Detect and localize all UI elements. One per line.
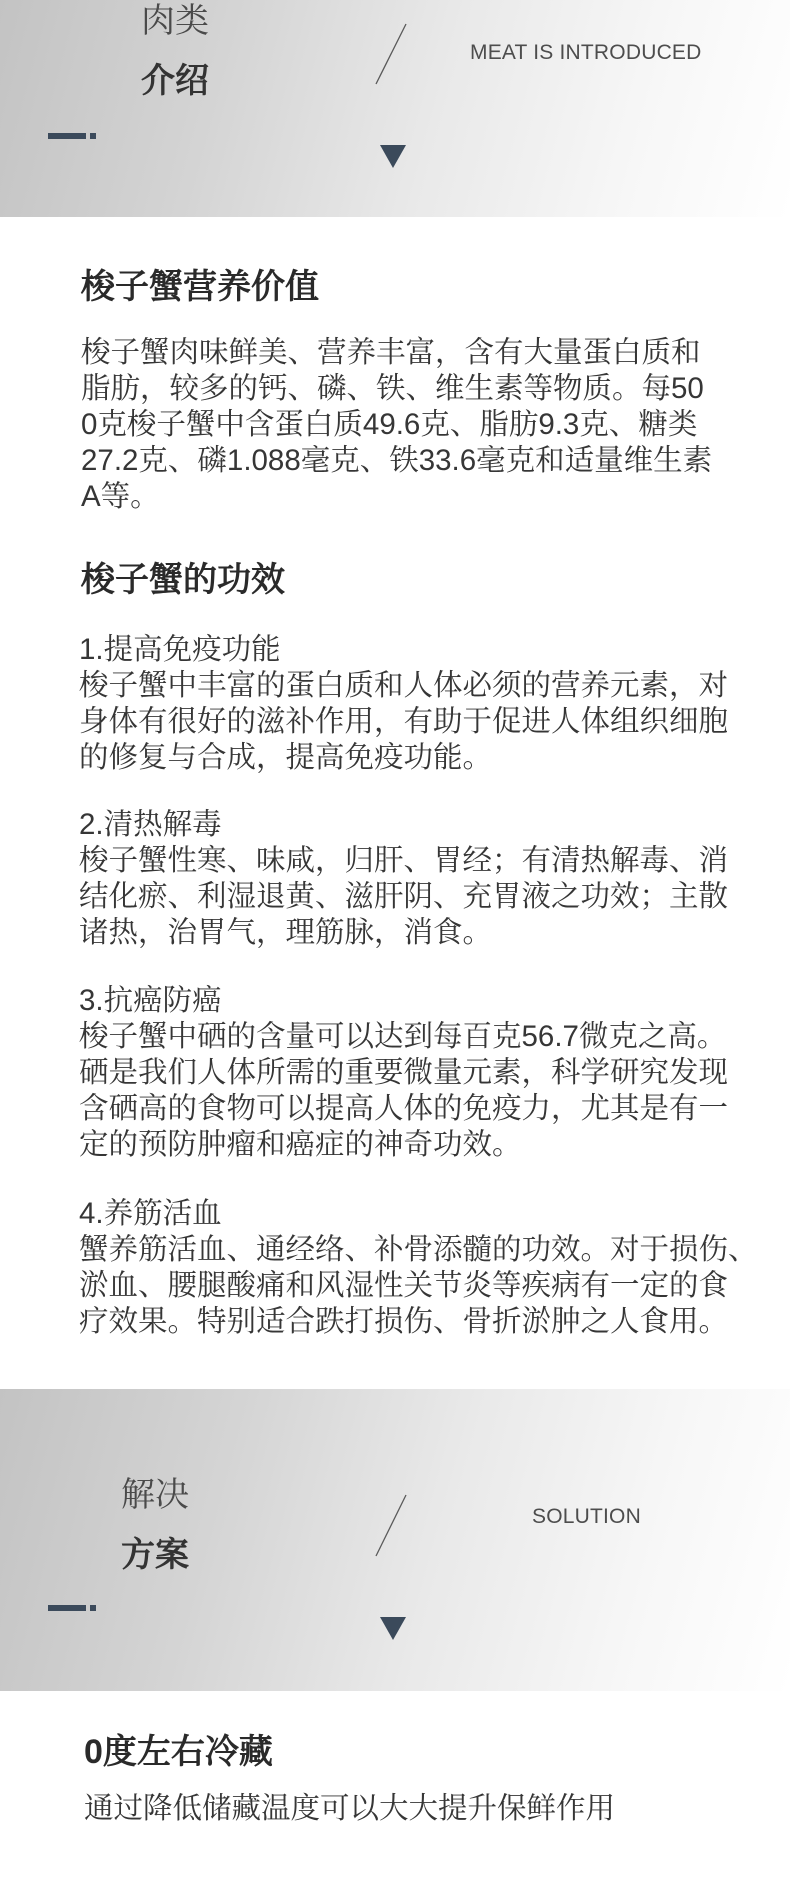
effect-label: 1.提高免疫功能 xyxy=(79,633,281,666)
nutrition-line: 27.2克、磷1.088毫克、铁33.6毫克和适量维生素 xyxy=(81,444,713,477)
banner-english-title: MEAT IS INTRODUCED xyxy=(470,41,702,64)
storage-title: 0度左右冷藏 xyxy=(84,1733,273,1771)
effect-line: 梭子蟹中丰富的蛋白质和人体必须的营养元素，对 xyxy=(79,669,729,702)
effect-line: 含硒高的食物可以提高人体的免疫力，尤其是有一 xyxy=(79,1092,729,1125)
slash-divider xyxy=(370,1491,412,1561)
dash-marker-dot xyxy=(90,1605,96,1611)
effect-line: 淤血、腰腿酸痛和风湿性关节炎等疾病有一定的食 xyxy=(79,1269,729,1302)
nutrition-line: 0克梭子蟹中含蛋白质49.6克、脂肪9.3克、糖类 xyxy=(81,408,698,441)
banner-small-title: 肉类 xyxy=(141,2,209,40)
nutrition-line: 脂肪，较多的钙、磷、铁、维生素等物质。每50 xyxy=(81,372,704,405)
slash-divider xyxy=(370,20,412,90)
storage-description: 通过降低储藏温度可以大大提升保鲜作用 xyxy=(84,1792,616,1825)
effect-line: 蟹养筋活血、通经络、补骨添髓的功效。对于损伤、 xyxy=(79,1233,758,1266)
triangle-down-icon xyxy=(380,1617,406,1640)
nutrition-paragraph xyxy=(81,335,712,515)
banner-big-title: 方案 xyxy=(121,1536,189,1574)
banner-small-title: 解决 xyxy=(121,1476,189,1514)
dash-marker-dot xyxy=(90,133,96,139)
nutrition-title: 梭子蟹营养价值 xyxy=(81,268,319,306)
triangle-down-icon xyxy=(380,145,406,168)
solution-banner xyxy=(0,1389,790,1691)
nutrition-line: 梭子蟹肉味鲜美、营养丰富，含有大量蛋白质和 xyxy=(81,336,701,369)
meat-intro-banner xyxy=(0,0,790,217)
effect-label: 4.养筋活血 xyxy=(79,1197,222,1230)
nutrition-line: A等。 xyxy=(81,480,160,513)
dash-marker-icon xyxy=(48,133,86,139)
effect-item-detox xyxy=(79,807,728,951)
effect-line: 梭子蟹中硒的含量可以达到每百克56.7微克之高。 xyxy=(79,1020,727,1053)
effect-line: 结化瘀、利湿退黄、滋肝阴、充胃液之功效；主散 xyxy=(79,880,729,913)
effect-line: 身体有很好的滋补作用，有助于促进人体组织细胞 xyxy=(79,705,729,738)
effect-label: 2.清热解毒 xyxy=(79,808,222,841)
dash-marker-icon xyxy=(48,1605,86,1611)
banner-english-title: SOLUTION xyxy=(532,1505,641,1528)
effect-item-blood xyxy=(79,1196,758,1340)
effect-item-immunity xyxy=(79,632,728,776)
effects-title: 梭子蟹的功效 xyxy=(81,561,285,599)
effect-line: 梭子蟹性寒、味咸，归肝、胃经；有清热解毒、消 xyxy=(79,844,729,877)
effect-label: 3.抗癌防癌 xyxy=(79,984,222,1017)
effect-line: 硒是我们人体所需的重要微量元素，科学研究发现 xyxy=(79,1056,729,1089)
effect-line: 诸热，治胃气，理筋脉，消食。 xyxy=(79,916,493,949)
effect-line: 定的预防肿瘤和癌症的神奇功效。 xyxy=(79,1128,522,1161)
effect-item-anticancer xyxy=(79,983,728,1163)
effect-line: 的修复与合成，提高免疫功能。 xyxy=(79,741,493,774)
banner-big-title: 介绍 xyxy=(141,62,209,100)
effect-line: 疗效果。特别适合跌打损伤、骨折淤肿之人食用。 xyxy=(79,1305,729,1338)
